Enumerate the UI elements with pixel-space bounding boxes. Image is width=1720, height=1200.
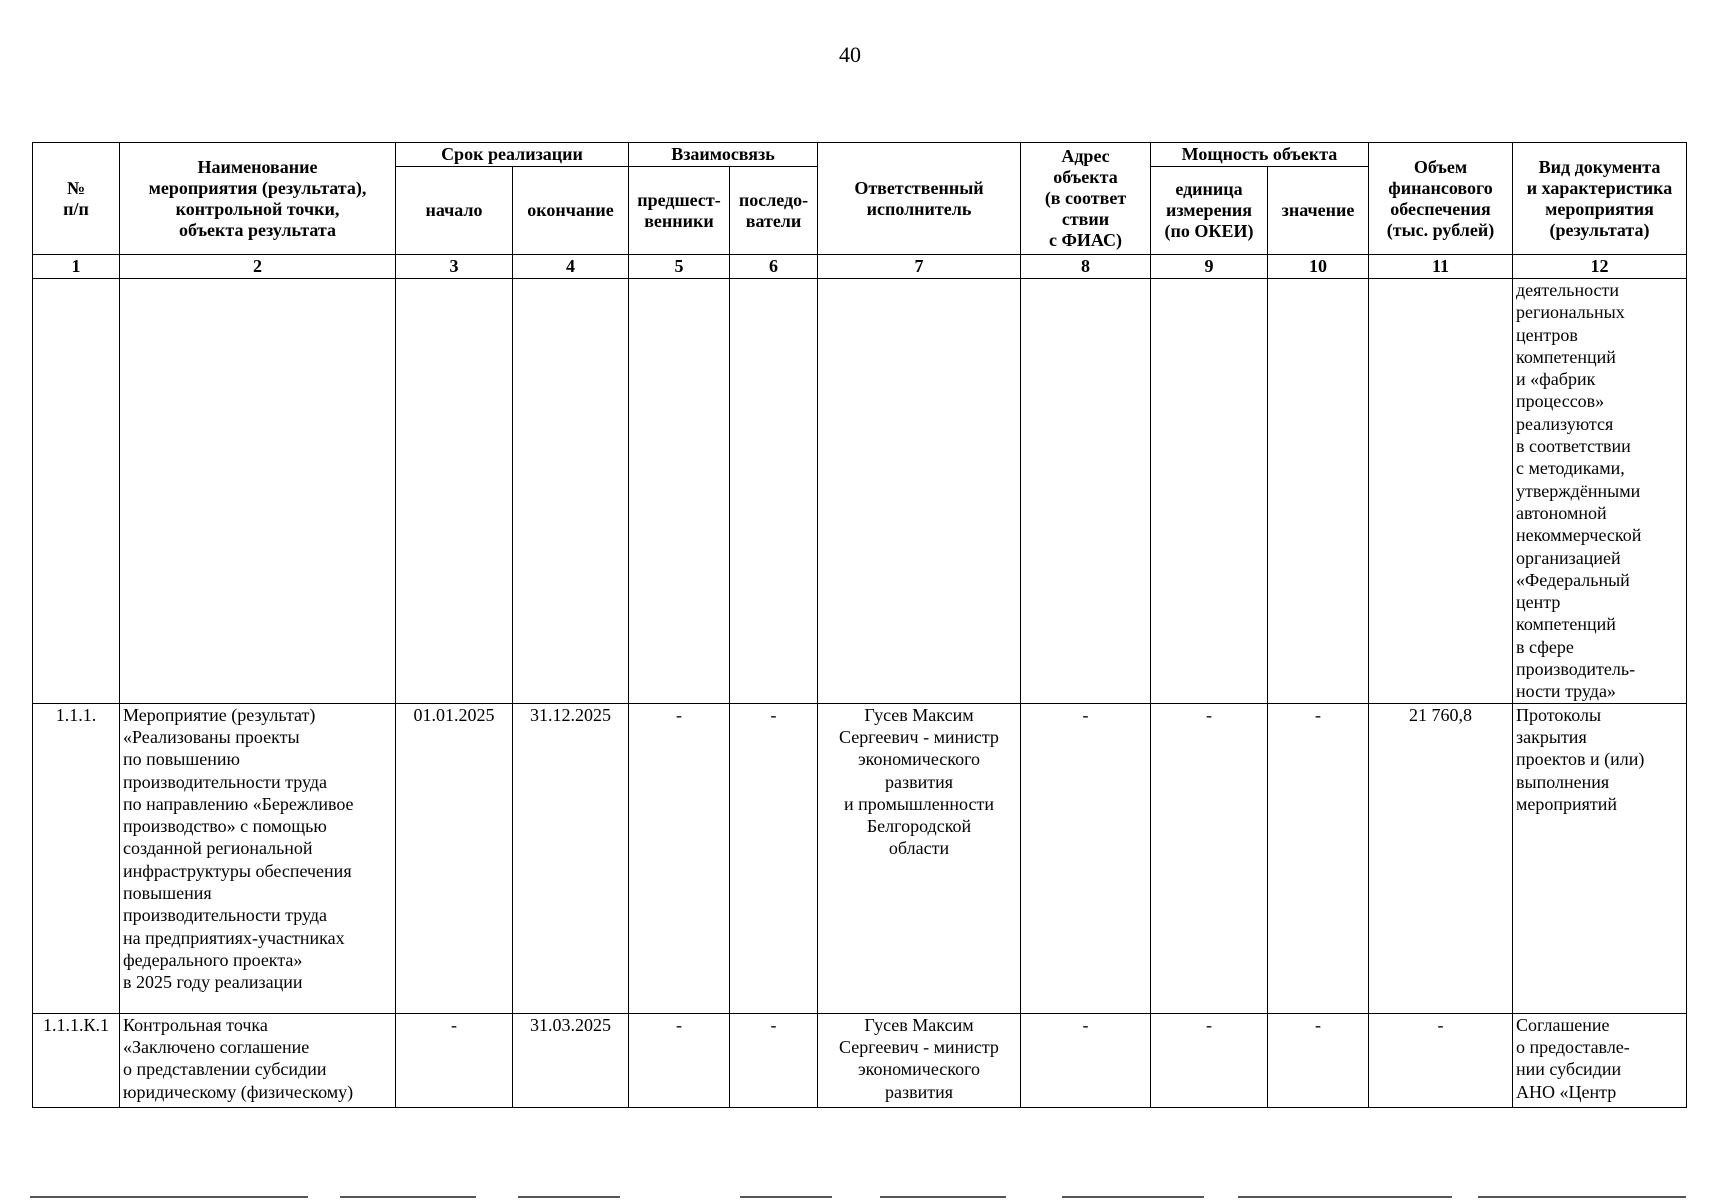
cell-unit: - — [1151, 703, 1268, 1013]
cell-num: 1.1.1. — [33, 703, 120, 1013]
column-number: 7 — [818, 255, 1021, 279]
cell-start — [396, 279, 513, 704]
cell-unit: - — [1151, 1013, 1268, 1107]
cell-successors: - — [730, 703, 818, 1013]
column-number: 6 — [730, 255, 818, 279]
scan-edge-line — [740, 1196, 832, 1198]
header-num: № п/п — [33, 143, 120, 255]
header-predecessors: предшест- венники — [629, 167, 730, 255]
cell-predecessors: - — [629, 1013, 730, 1107]
page-number: 40 — [839, 42, 861, 67]
cell-name — [120, 279, 396, 704]
scan-edge-line — [340, 1196, 476, 1198]
cell-end: 31.12.2025 — [513, 703, 629, 1013]
cell-value: - — [1268, 703, 1369, 1013]
cell-address: - — [1021, 703, 1151, 1013]
cell-responsible: Гусев Максим Сергеевич - министр экономического развития — [818, 1013, 1021, 1107]
column-number: 9 — [1151, 255, 1268, 279]
cell-start: - — [396, 1013, 513, 1107]
column-number: 1 — [33, 255, 120, 279]
scan-edge-line — [518, 1196, 620, 1198]
header-responsible: Ответственный исполнитель — [818, 143, 1021, 255]
cell-successors — [730, 279, 818, 704]
cell-doc-type: деятельности региональных центров компетенций и «фабрик процессов» реализуются в соответствии с методиками, утверждёнными автономной некоммерческой организацией «Федеральный центр компетенций в сфере производитель- ности труда» — [1513, 279, 1687, 704]
cell-address — [1021, 279, 1151, 704]
cell-start: 01.01.2025 — [396, 703, 513, 1013]
header-doc-type: Вид документа и характеристика мероприятия (результата) — [1513, 143, 1687, 255]
scan-edge-line — [1238, 1196, 1452, 1198]
column-number: 11 — [1369, 255, 1513, 279]
column-number: 2 — [120, 255, 396, 279]
header-term-group: Срок реализации — [396, 143, 629, 167]
cell-funding: - — [1369, 1013, 1513, 1107]
cell-doc-type: Соглашение о предоставле- нии субсидии АНО «Центр — [1513, 1013, 1687, 1107]
cell-num: 1.1.1.К.1 — [33, 1013, 120, 1107]
header-value: значение — [1268, 167, 1369, 255]
cell-responsible — [818, 279, 1021, 704]
header-start: начало — [396, 167, 513, 255]
column-number: 4 — [513, 255, 629, 279]
cell-name: Контрольная точка «Заключено соглашение о представлении субсидии юридическому (физическому) — [120, 1013, 396, 1107]
column-number: 8 — [1021, 255, 1151, 279]
cell-end: 31.03.2025 — [513, 1013, 629, 1107]
cell-funding — [1369, 279, 1513, 704]
cell-address: - — [1021, 1013, 1151, 1107]
column-number: 12 — [1513, 255, 1687, 279]
column-number: 3 — [396, 255, 513, 279]
scan-edge-line — [880, 1196, 1006, 1198]
table-row — [33, 1013, 1687, 1107]
scan-edge-line — [1062, 1196, 1204, 1198]
header-capacity-group: Мощность объекта — [1151, 143, 1369, 167]
cell-unit — [1151, 279, 1268, 704]
events-table — [32, 142, 1687, 1108]
header-name: Наименование мероприятия (результата), контрольной точки, объекта результата — [120, 143, 396, 255]
column-number-row — [33, 255, 1687, 279]
header-successors: последо- ватели — [730, 167, 818, 255]
cell-end — [513, 279, 629, 704]
scan-edge-line — [30, 1196, 308, 1198]
cell-value: - — [1268, 1013, 1369, 1107]
header-funding: Объем финансового обеспечения (тыс. рублей) — [1369, 143, 1513, 255]
cell-responsible: Гусев Максим Сергеевич - министр экономического развития и промышленности Белгородской области — [818, 703, 1021, 1013]
header-end: окончание — [513, 167, 629, 255]
header-link-group: Взаимосвязь — [629, 143, 818, 167]
table-row — [33, 703, 1687, 1013]
cell-funding: 21 760,8 — [1369, 703, 1513, 1013]
column-number: 10 — [1268, 255, 1369, 279]
cell-num — [33, 279, 120, 704]
cell-predecessors: - — [629, 703, 730, 1013]
column-number: 5 — [629, 255, 730, 279]
cell-value — [1268, 279, 1369, 704]
scan-edge-line — [1478, 1196, 1686, 1198]
header-address: Адрес объекта (в соответ ствии с ФИАС) — [1021, 143, 1151, 255]
cell-name: Мероприятие (результат) «Реализованы проекты по повышению производительности труда по направлению «Бережливое производство» с помощью созданной региональной инфраструктуры обеспечения повышения производительности труда на предприятиях-участниках федерального проекта» в 2025 году реализации — [120, 703, 396, 1013]
table-row — [33, 279, 1687, 704]
cell-predecessors — [629, 279, 730, 704]
cell-doc-type: Протоколы закрытия проектов и (или) выполнения мероприятий — [1513, 703, 1687, 1013]
cell-successors: - — [730, 1013, 818, 1107]
header-unit: единица измерения (по ОКЕИ) — [1151, 167, 1268, 255]
